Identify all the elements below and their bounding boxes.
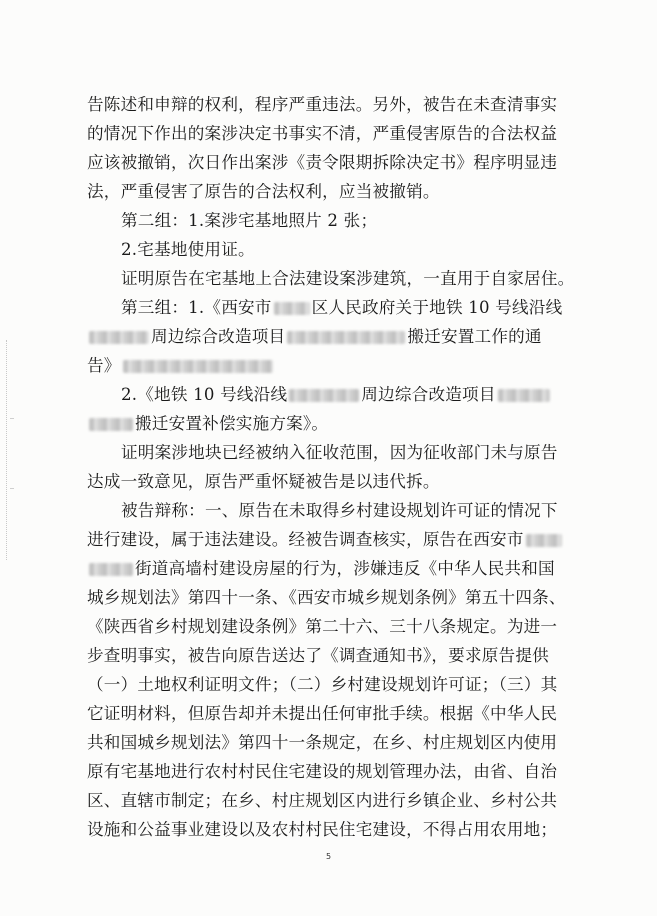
text-line <box>87 757 587 786</box>
text-line <box>87 583 587 612</box>
page-number: 5 <box>325 852 332 861</box>
text-segment: 法，严重侵害了原告的合法权利，应当被撤销。 <box>87 182 440 201</box>
redacted-text <box>498 389 550 402</box>
redacted-text <box>123 360 273 373</box>
text-line <box>87 351 587 380</box>
redacted-text <box>289 389 359 402</box>
text-line <box>87 670 587 699</box>
text-line <box>87 235 587 264</box>
text-segment: 街道高墙村建设房屋的行为，涉嫌违反《中华人民共和国 <box>135 559 555 578</box>
text-line <box>87 380 587 409</box>
text-line <box>87 409 587 438</box>
text-line <box>87 525 587 554</box>
redacted-text <box>89 418 133 431</box>
text-segment: 证明原告在宅基地上合法建设案涉建筑，一直用于自家居住。 <box>121 269 575 288</box>
text-segment: 步查明事实，被告向原告送达了《调查通知书》，要求原告提供 <box>87 646 549 665</box>
text-segment: 被告辩称：一、原告在未取得乡村建设规划许可证的情况下 <box>121 501 558 520</box>
text-line <box>87 641 587 670</box>
text-segment: 搬迁安置补偿实施方案》。 <box>135 414 329 433</box>
text-line <box>87 438 587 467</box>
text-segment: 第三组：1.《西安市 <box>121 298 272 317</box>
text-line <box>87 206 587 235</box>
text-segment: 区人民政府关于地铁 10 号线沿线 <box>311 298 563 317</box>
scan-edge-marks <box>6 340 15 560</box>
text-segment: 进行建设，属于违法建设。经被告调查核实，原告在西安市 <box>87 530 524 549</box>
text-segment: （一）土地权利证明文件；（二）乡村建设规划许可证；（三）其 <box>87 675 558 694</box>
text-line <box>87 322 587 351</box>
text-line <box>87 554 587 583</box>
text-line <box>87 786 587 815</box>
text-segment: 第二组：1.案涉宅基地照片 2 张； <box>121 211 378 230</box>
text-segment: 2.《地铁 10 号线沿线 <box>121 385 288 404</box>
text-segment: 城乡规划法》第四十一条、《西安市城乡规划条例》第五十四条、 <box>87 588 566 607</box>
text-segment: 告陈述和申辩的权利，程序严重违法。另外，被告在未查清事实 <box>87 95 558 114</box>
redacted-text <box>526 534 562 547</box>
text-line <box>87 612 587 641</box>
document-body <box>87 90 587 844</box>
text-line <box>87 119 587 148</box>
text-segment: 应该被撤销，次日作出案涉《责令限期拆除决定书》程序明显违 <box>87 153 558 172</box>
text-segment: 周边综合改造项目 <box>361 385 496 404</box>
text-segment: 原有宅基地进行农村村民住宅建设的规划管理办法，由省、自治 <box>87 762 558 781</box>
text-line <box>87 90 587 119</box>
redacted-text <box>89 563 133 576</box>
text-line <box>87 264 587 293</box>
text-line <box>87 148 587 177</box>
text-segment: 设施和公益事业建设以及农村村民住宅建设，不得占用农用地； <box>87 820 558 839</box>
text-line <box>87 467 587 496</box>
text-line <box>87 177 587 206</box>
text-segment: 证明案涉地块已经被纳入征收范围，因为征收部门未与原告 <box>121 443 558 462</box>
redacted-text <box>89 331 149 344</box>
text-segment: 共和国城乡规划法》第四十一条规定，在乡、村庄规划区内使用 <box>87 733 558 752</box>
text-line <box>87 815 587 844</box>
text-segment: 告》 <box>87 356 121 375</box>
text-line <box>87 699 587 728</box>
text-segment: 它证明材料，但原告却并未提出任何审批手续。根据《中华人民 <box>87 704 558 723</box>
text-line <box>87 496 587 525</box>
redacted-text <box>274 302 310 315</box>
text-segment: 的情况下作出的案涉决定书事实不清，严重侵害原告的合法权益 <box>87 124 558 143</box>
text-line <box>87 728 587 757</box>
text-segment: 搬迁安置工作的通 <box>407 327 542 346</box>
scan-mark <box>10 418 14 419</box>
text-segment: 周边综合改造项目 <box>151 327 286 346</box>
text-segment: 2.宅基地使用证。 <box>121 240 255 259</box>
text-line <box>87 293 587 322</box>
scan-mark <box>10 488 14 489</box>
redacted-text <box>287 331 405 344</box>
text-segment: 区、直辖市制定；在乡、村庄规划区内进行乡镇企业、乡村公共 <box>87 791 558 810</box>
text-segment: 《陕西省乡村规划建设条例》第二十六、三十八条规定。为进一 <box>87 617 558 636</box>
text-segment: 达成一致意见，原告严重怀疑被告是以违代拆。 <box>87 472 440 491</box>
